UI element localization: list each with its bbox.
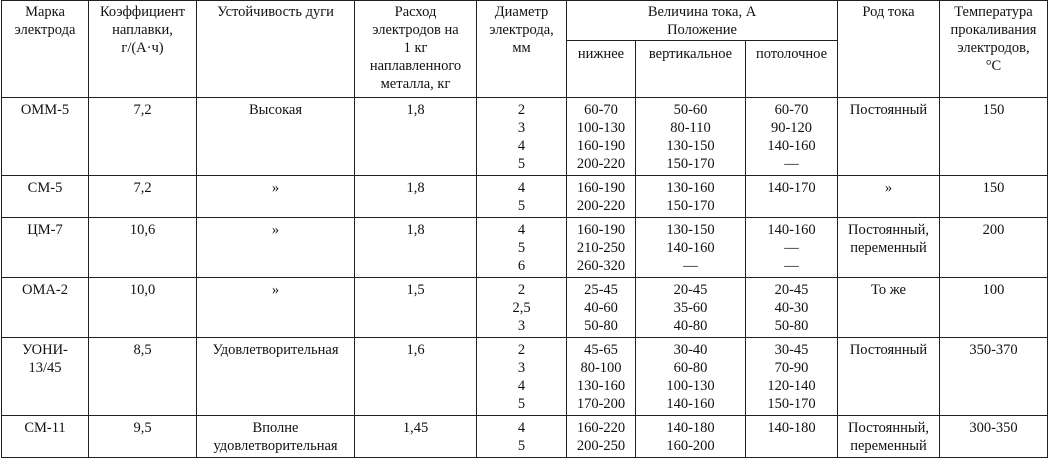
cell-coefficient: 7,2	[89, 98, 197, 176]
header-consumption: Расход электродов на 1 кг наплавленного металла, кг	[355, 1, 477, 98]
cell-temperature: 350-370	[940, 338, 1048, 416]
cell-stability: Вполне удовлетворительная	[197, 416, 355, 458]
cell-coefficient: 9,5	[89, 416, 197, 458]
header-current-type: Род тока	[838, 1, 940, 98]
cell-diameter: 2 3 4 5	[477, 338, 567, 416]
cell-current-type: Постоянный	[838, 338, 940, 416]
cell-stability: Высокая	[197, 98, 355, 176]
header-current: Величина тока, А Положение	[567, 1, 838, 41]
cell-current-vertical: 140-180 160-200	[636, 416, 746, 458]
table-row	[2, 176, 1048, 218]
cell-consumption: 1,45	[355, 416, 477, 458]
cell-current-vertical: 50-60 80-110 130-150 150-170	[636, 98, 746, 176]
cell-current-ceiling: 140-160 — —	[746, 218, 838, 278]
cell-current-type: Постоянный, переменный	[838, 416, 940, 458]
table-row	[2, 416, 1048, 458]
header-position-ceiling: потолочное	[746, 41, 838, 98]
cell-current-ceiling: 140-180	[746, 416, 838, 458]
cell-diameter: 4 5	[477, 176, 567, 218]
cell-current-lower: 160-190 200-220	[567, 176, 636, 218]
cell-diameter: 4 5	[477, 416, 567, 458]
cell-temperature: 100	[940, 278, 1048, 338]
cell-current-type: Постоянный, переменный	[838, 218, 940, 278]
cell-consumption: 1,6	[355, 338, 477, 416]
cell-current-ceiling: 20-45 40-30 50-80	[746, 278, 838, 338]
table-row	[2, 218, 1048, 278]
cell-mark: ЦМ-7	[2, 218, 89, 278]
table-row	[2, 98, 1048, 176]
cell-current-ceiling: 30-45 70-90 120-140 150-170	[746, 338, 838, 416]
cell-temperature: 200	[940, 218, 1048, 278]
header-position-vertical: вертикальное	[636, 41, 746, 98]
cell-consumption: 1,8	[355, 218, 477, 278]
cell-temperature: 150	[940, 98, 1048, 176]
cell-mark: СМ-5	[2, 176, 89, 218]
cell-current-lower: 60-70 100-130 160-190 200-220	[567, 98, 636, 176]
cell-diameter: 2 3 4 5	[477, 98, 567, 176]
header-position-lower: нижнее	[567, 41, 636, 98]
table-row	[2, 278, 1048, 338]
header-diameter: Диаметр электрода, мм	[477, 1, 567, 98]
cell-current-ceiling: 60-70 90-120 140-160 —	[746, 98, 838, 176]
cell-mark: ОМА-2	[2, 278, 89, 338]
cell-current-vertical: 130-150 140-160 —	[636, 218, 746, 278]
header-coefficient: Коэффициент наплавки, г/(А·ч)	[89, 1, 197, 98]
cell-current-vertical: 20-45 35-60 40-80	[636, 278, 746, 338]
cell-stability: »	[197, 218, 355, 278]
cell-current-lower: 160-220 200-250	[567, 416, 636, 458]
cell-stability: Удовлетворительная	[197, 338, 355, 416]
cell-stability: »	[197, 176, 355, 218]
cell-stability: »	[197, 278, 355, 338]
cell-mark: СМ-11	[2, 416, 89, 458]
header-mark: Марка электрода	[2, 1, 89, 98]
header-temperature: Температура прокаливания электродов, °С	[940, 1, 1048, 98]
cell-diameter: 4 5 6	[477, 218, 567, 278]
cell-current-type: Постоянный	[838, 98, 940, 176]
cell-current-vertical: 30-40 60-80 100-130 140-160	[636, 338, 746, 416]
cell-diameter: 2 2,5 3	[477, 278, 567, 338]
cell-current-lower: 25-45 40-60 50-80	[567, 278, 636, 338]
cell-temperature: 300-350	[940, 416, 1048, 458]
cell-coefficient: 8,5	[89, 338, 197, 416]
cell-consumption: 1,8	[355, 176, 477, 218]
cell-current-vertical: 130-160 150-170	[636, 176, 746, 218]
cell-current-type: »	[838, 176, 940, 218]
cell-temperature: 150	[940, 176, 1048, 218]
header-stability: Устойчивость дуги	[197, 1, 355, 98]
cell-coefficient: 10,6	[89, 218, 197, 278]
cell-coefficient: 7,2	[89, 176, 197, 218]
cell-consumption: 1,8	[355, 98, 477, 176]
cell-mark: УОНИ- 13/45	[2, 338, 89, 416]
cell-current-ceiling: 140-170	[746, 176, 838, 218]
cell-current-type: То же	[838, 278, 940, 338]
cell-current-lower: 45-65 80-100 130-160 170-200	[567, 338, 636, 416]
electrode-table	[1, 0, 1048, 458]
cell-consumption: 1,5	[355, 278, 477, 338]
cell-coefficient: 10,0	[89, 278, 197, 338]
table-row	[2, 338, 1048, 416]
cell-current-lower: 160-190 210-250 260-320	[567, 218, 636, 278]
cell-mark: ОММ-5	[2, 98, 89, 176]
